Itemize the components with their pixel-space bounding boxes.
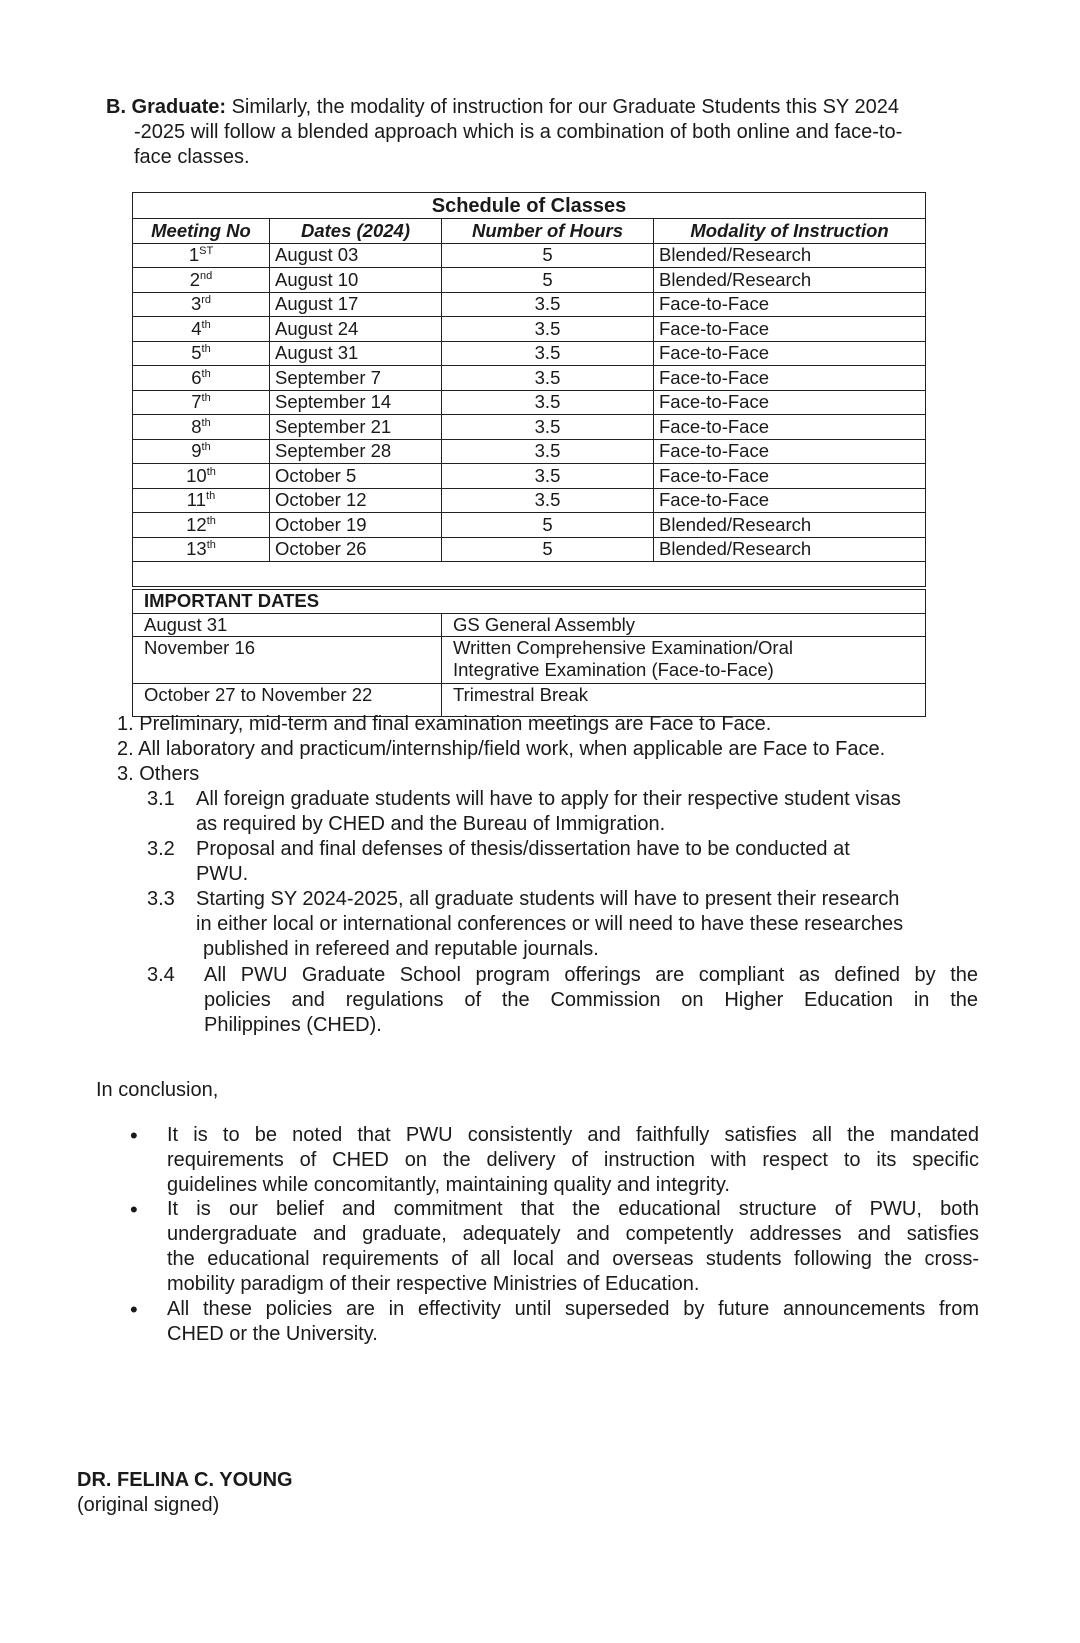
table-row (133, 637, 926, 684)
important-event: Trimestral Break (442, 684, 926, 717)
meeting-modality: Blended/Research (654, 513, 926, 538)
meeting-modality: Face-to-Face (654, 366, 926, 391)
intro-line-2: -2025 will follow a blended approach which is a combination of both online and face-to- (134, 121, 903, 143)
meeting-modality: Blended/Research (654, 268, 926, 293)
meeting-hours: 3.5 (442, 415, 654, 440)
signature-block (77, 1468, 293, 1518)
meeting-hours: 3.5 (442, 341, 654, 366)
meeting-hours: 3.5 (442, 464, 654, 489)
sub-item-text: Starting SY 2024-2025, all graduate students will have to present their research in either local or international conferences or will need to have these researches published in refereed and reputable journals. (196, 888, 904, 960)
header-number-of-hours: Number of Hours (442, 219, 654, 244)
meeting-hours: 5 (442, 243, 654, 268)
meeting-number: 7th (133, 390, 270, 415)
meeting-hours: 3.5 (442, 439, 654, 464)
meeting-number: 13th (133, 537, 270, 562)
meeting-modality: Face-to-Face (654, 317, 926, 342)
important-dates-title: IMPORTANT DATES (133, 590, 926, 614)
sub-item-text: All PWU Graduate School program offerings are compliant as defined by the policies and regulations of the Commission on Higher Education in the Philippines (CHED). (204, 964, 978, 1036)
table-row (133, 439, 926, 464)
schedule-title: Schedule of Classes (133, 193, 926, 219)
table-row (133, 464, 926, 489)
table-row (133, 243, 926, 268)
bullet-text: It is our belief and commitment that the educational structure of PWU, both undergraduate and graduate, adequately and competently addresses and satisfies the educational requirements of all local and overseas students following the cross- mobility paradigm of their respective Ministries of Education. (167, 1198, 979, 1295)
meeting-date: August 31 (270, 341, 442, 366)
important-date: October 27 to November 22 (133, 684, 442, 717)
meeting-number: 10th (133, 464, 270, 489)
table-row (133, 317, 926, 342)
intro-line-3: face classes. (134, 146, 250, 168)
meeting-hours: 3.5 (442, 366, 654, 391)
sub-item-text: All foreign graduate students will have to apply for their respective student visas as required by CHED and the Bureau of Immigration. (196, 788, 901, 835)
meeting-number: 5th (133, 341, 270, 366)
meeting-hours: 3.5 (442, 488, 654, 513)
table-row (133, 614, 926, 637)
meeting-hours: 3.5 (442, 292, 654, 317)
meeting-number: 2nd (133, 268, 270, 293)
table-spacer-row (133, 562, 926, 587)
signature-status: (original signed) (77, 1494, 220, 1516)
header-modality: Modality of Instruction (654, 219, 926, 244)
meeting-modality: Blended/Research (654, 537, 926, 562)
meeting-hours: 3.5 (442, 317, 654, 342)
important-event: GS General Assembly (442, 614, 926, 637)
sub-item-number: 3.2 (147, 838, 175, 860)
meeting-number: 6th (133, 366, 270, 391)
numbered-list (117, 712, 997, 787)
meeting-number: 9th (133, 439, 270, 464)
schedule-of-classes-table (132, 192, 926, 587)
meeting-hours: 5 (442, 537, 654, 562)
meeting-date: August 03 (270, 243, 442, 268)
graduate-label: B. Graduate: (106, 96, 227, 118)
meeting-hours: 3.5 (442, 390, 654, 415)
sub-item-text: Proposal and final defenses of thesis/dissertation have to be conducted at PWU. (196, 838, 850, 885)
meeting-hours: 5 (442, 268, 654, 293)
header-meeting-no: Meeting No (133, 219, 270, 244)
meeting-date: October 19 (270, 513, 442, 538)
meeting-date: August 17 (270, 292, 442, 317)
meeting-date: September 7 (270, 366, 442, 391)
bullet-icon: • (130, 1123, 138, 1148)
signatory-name: DR. FELINA C. YOUNG (77, 1469, 293, 1491)
meeting-date: October 26 (270, 537, 442, 562)
list-item: 1. Preliminary, mid-term and final examination meetings are Face to Face. (117, 713, 772, 735)
table-row (133, 341, 926, 366)
sub-item-number: 3.4 (147, 964, 175, 986)
list-item: 2. All laboratory and practicum/internship/field work, when applicable are Face to Face. (117, 738, 886, 760)
meeting-number: 3rd (133, 292, 270, 317)
meeting-number: 12th (133, 513, 270, 538)
meeting-modality: Face-to-Face (654, 292, 926, 317)
table-row (133, 292, 926, 317)
conclusion-intro: In conclusion, (96, 1079, 219, 1101)
intro-line-1: Similarly, the modality of instruction for our Graduate Students this SY 2024 (226, 96, 899, 118)
list-item: 3. Others (117, 763, 200, 785)
meeting-date: September 14 (270, 390, 442, 415)
meeting-number: 4th (133, 317, 270, 342)
meeting-date: September 28 (270, 439, 442, 464)
sub-item-number: 3.1 (147, 788, 175, 810)
meeting-modality: Face-to-Face (654, 464, 926, 489)
meeting-modality: Face-to-Face (654, 390, 926, 415)
important-date: November 16 (133, 637, 442, 684)
meeting-modality: Blended/Research (654, 243, 926, 268)
table-row (133, 390, 926, 415)
meeting-modality: Face-to-Face (654, 488, 926, 513)
important-date: August 31 (133, 614, 442, 637)
table-row (133, 415, 926, 440)
table-row (133, 488, 926, 513)
meeting-date: September 21 (270, 415, 442, 440)
meeting-date: October 12 (270, 488, 442, 513)
meeting-date: August 24 (270, 317, 442, 342)
meeting-date: August 10 (270, 268, 442, 293)
table-row (133, 537, 926, 562)
important-event: Written Comprehensive Examination/Oral Integrative Examination (Face-to-Face) (442, 637, 926, 684)
schedule-header-row (133, 219, 926, 244)
meeting-number: 1ST (133, 243, 270, 268)
table-row (133, 366, 926, 391)
meeting-modality: Face-to-Face (654, 415, 926, 440)
header-dates: Dates (2024) (270, 219, 442, 244)
meeting-modality: Face-to-Face (654, 341, 926, 366)
bullet-icon: • (130, 1197, 138, 1222)
meeting-modality: Face-to-Face (654, 439, 926, 464)
meeting-hours: 5 (442, 513, 654, 538)
graduate-intro-paragraph (106, 95, 986, 170)
meeting-number: 8th (133, 415, 270, 440)
table-row (133, 513, 926, 538)
meeting-number: 11th (133, 488, 270, 513)
table-row (133, 268, 926, 293)
bullet-text: All these policies are in effectivity until superseded by future announcements from CHED or the University. (167, 1298, 979, 1345)
bullet-text: It is to be noted that PWU consistently and faithfully satisfies all the mandated requirements of CHED on the delivery of instruction with respect to its specific guidelines while concomitantly, maintaining quality and integrity. (167, 1124, 979, 1196)
bullet-icon: • (130, 1297, 138, 1322)
sub-item-number: 3.3 (147, 888, 175, 910)
meeting-date: October 5 (270, 464, 442, 489)
important-dates-table (132, 589, 926, 717)
